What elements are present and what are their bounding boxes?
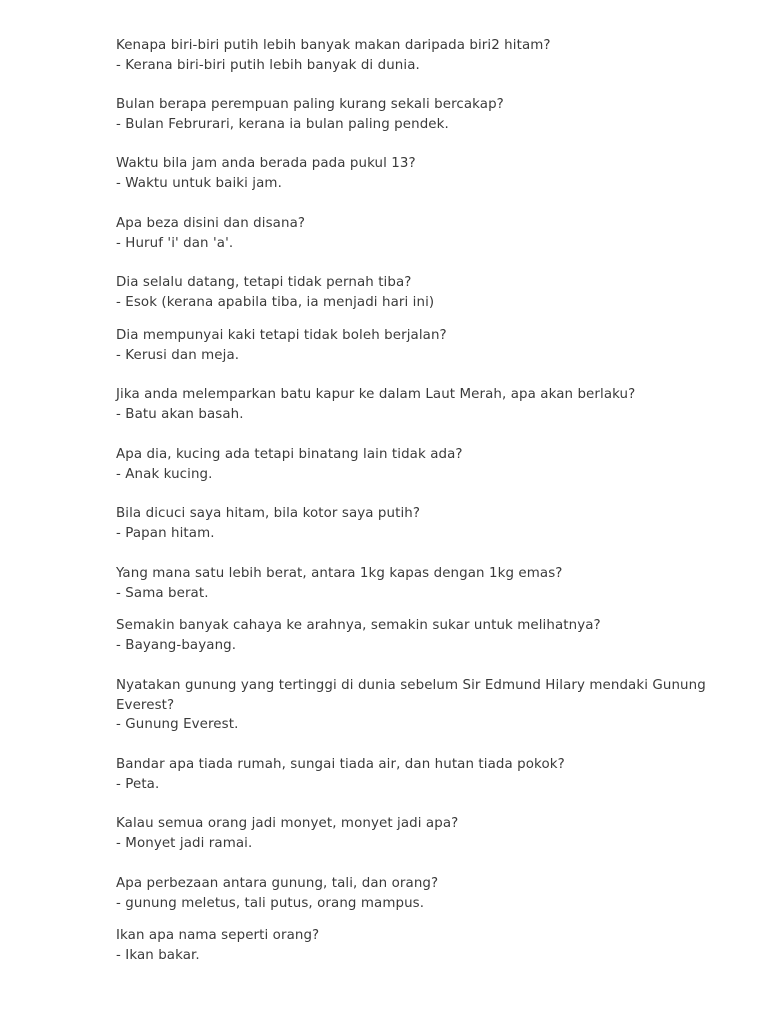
qa-item — [116, 326, 447, 365]
answer: - Sama berat. — [116, 585, 209, 601]
answer: - Papan hitam. — [116, 525, 215, 541]
question: Yang mana satu lebih berat, antara 1kg kapas dengan 1kg emas? — [116, 566, 563, 581]
qa-item — [116, 616, 601, 655]
qa-item — [116, 214, 305, 253]
answer: - Bayang-bayang. — [116, 637, 237, 653]
question: Waktu bila jam anda berada pada pukul 13? — [116, 156, 416, 171]
qa-item — [116, 385, 635, 424]
question: Kalau semua orang jadi monyet, monyet jadi apa? — [116, 816, 459, 831]
answer: - Kerusi dan meja. — [116, 347, 240, 363]
qa-item — [116, 874, 438, 913]
question: Semakin banyak cahaya ke arahnya, semakin sukar untuk melihatnya? — [116, 618, 601, 633]
question: Ikan apa nama seperti orang? — [116, 928, 320, 943]
question: Bulan berapa perempuan paling kurang sekali bercakap? — [116, 97, 504, 112]
answer: - Esok (kerana apabila tiba, ia menjadi hari ini) — [116, 294, 435, 310]
answer: - Huruf 'i' dan 'a'. — [116, 235, 234, 251]
answer: - Ikan bakar. — [116, 947, 200, 963]
qa-item — [116, 95, 504, 134]
answer: - Kerana biri-biri putih lebih banyak di dunia. — [116, 57, 420, 73]
question: Nyatakan gunung yang tertinggi di dunia sebelum Sir Edmund Hilary mendaki Gunung Everest? — [116, 678, 706, 713]
answer: - Bulan Februrari, kerana ia bulan paling pendek. — [116, 116, 449, 132]
question: Kenapa biri-biri putih lebih banyak makan daripada biri2 hitam? — [116, 38, 551, 53]
qa-item — [116, 676, 716, 735]
qa-item — [116, 504, 420, 543]
answer: - Peta. — [116, 776, 160, 792]
question: Apa dia, kucing ada tetapi binatang lain tidak ada? — [116, 447, 463, 462]
question: Apa beza disini dan disana? — [116, 216, 306, 231]
question: Apa perbezaan antara gunung, tali, dan orang? — [116, 876, 439, 891]
answer: - gunung meletus, tali putus, orang mampus. — [116, 895, 425, 911]
qa-item — [116, 564, 562, 603]
question: Bila dicuci saya hitam, bila kotor saya putih? — [116, 506, 421, 521]
qa-item — [116, 755, 565, 794]
question: Dia mempunyai kaki tetapi tidak boleh berjalan? — [116, 328, 447, 343]
qa-item — [116, 273, 434, 312]
question: Jika anda melemparkan batu kapur ke dalam Laut Merah, apa akan berlaku? — [116, 387, 636, 402]
answer: - Batu akan basah. — [116, 406, 244, 422]
qa-item — [116, 445, 463, 484]
answer: - Anak kucing. — [116, 466, 213, 482]
question: Bandar apa tiada rumah, sungai tiada air, dan hutan tiada pokok? — [116, 757, 565, 772]
qa-item — [116, 36, 551, 75]
qa-item — [116, 926, 319, 965]
question: Dia selalu datang, tetapi tidak pernah tiba? — [116, 275, 412, 290]
answer: - Monyet jadi ramai. — [116, 835, 253, 851]
qa-item — [116, 154, 416, 193]
qa-item — [116, 814, 458, 853]
answer: - Waktu untuk baiki jam. — [116, 175, 282, 191]
answer: - Gunung Everest. — [116, 717, 239, 732]
